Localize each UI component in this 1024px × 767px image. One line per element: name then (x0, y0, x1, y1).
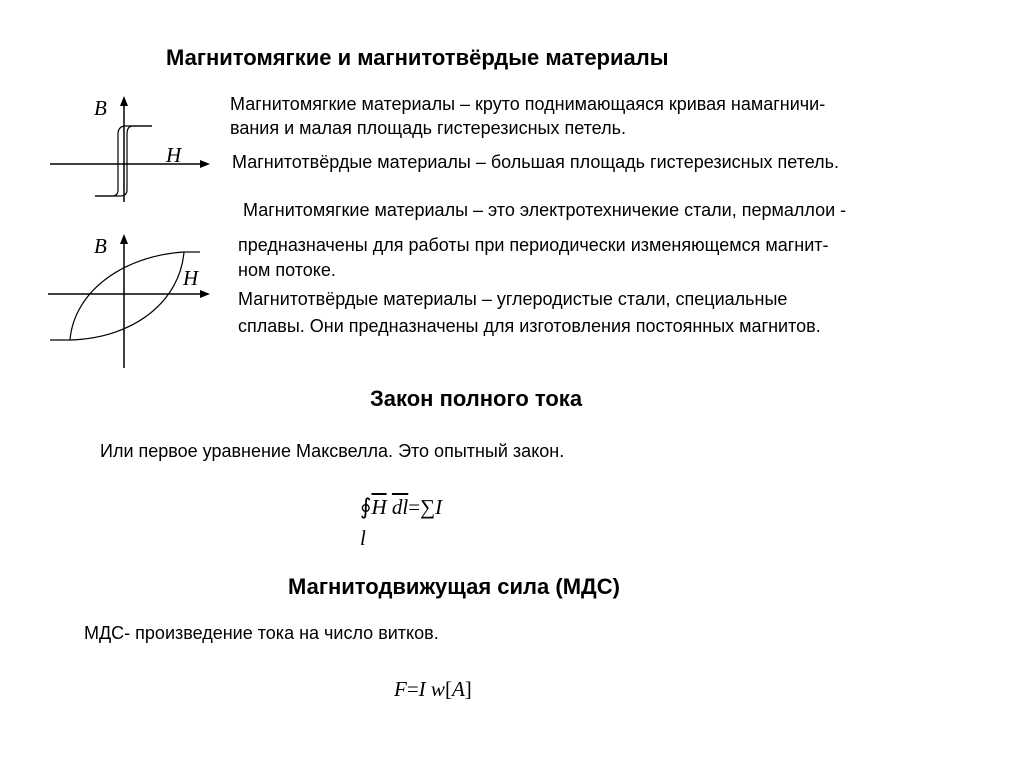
soft-examples-line2: предназначены для работы при периодически изменяющемся магнит- (238, 235, 829, 255)
hard-b-label: B (94, 234, 107, 258)
hard-h-label: H (183, 266, 199, 290)
hard-x-arrow (200, 290, 210, 298)
hard-description: Магнитотвёрдые материалы – большая площадь гистерезисных петель. (232, 152, 840, 172)
soft-b-label: B (94, 96, 107, 120)
hard-examples-line1: Магнитотвёрдые материалы – углеродистые стали, специальные (238, 289, 788, 309)
bracket-open: [ (444, 677, 452, 701)
hard-examples-line2: сплавы. Они предназначены для изготовления постоянных магнитов. (238, 316, 821, 336)
soft-examples-line1: Магнитомягкие материалы – это электротехничекие стали, пермаллои - (243, 200, 847, 220)
formula-w: w (430, 677, 445, 701)
formula-dl-vector: $\overline{dl}$ (391, 495, 409, 519)
mmf-formula (394, 677, 472, 702)
soft-y-arrow (120, 96, 128, 106)
formula-equals: = (408, 495, 421, 519)
formula-current: I (435, 495, 443, 519)
bracket-close: ] (464, 677, 472, 701)
hard-y-arrow (120, 234, 128, 244)
soft-x-arrow (200, 160, 210, 168)
integral-contour-subscript: l (360, 526, 366, 550)
hard-loop-descending (70, 252, 184, 340)
soft-examples-line3: ном потоке. (238, 260, 336, 280)
soft-hysteresis-svg (40, 92, 210, 212)
ampere-law-formula (360, 494, 442, 520)
formula-f: F (394, 677, 407, 701)
summation-symbol: ∑ (420, 495, 436, 519)
page-title: Магнитомягкие и магнитотвёрдые материалы (166, 45, 669, 70)
section-title-mmf: Магнитодвижущая сила (МДС) (288, 574, 620, 599)
soft-description-line1: Магнитомягкие материалы – круто поднимающаяся кривая намагничи- (230, 94, 826, 114)
soft-h-label: H (166, 143, 182, 167)
formula-equals-2: = (406, 677, 419, 701)
contour-integral-symbol: ∮ (360, 494, 372, 519)
formula-unit-a: A (451, 677, 465, 701)
maxwell-equation-description: Или первое уравнение Максвелла. Это опытный закон. (100, 441, 565, 461)
section-title-total-current-law: Закон полного тока (370, 386, 583, 411)
soft-description-line2: вания и малая площадь гистерезисных петель. (230, 118, 626, 138)
hard-hysteresis-svg (40, 230, 210, 370)
formula-i: I (418, 677, 426, 701)
formula-h-vector: $\overline{H}$ (371, 495, 387, 519)
mmf-description: МДС- произведение тока на число витков. (84, 623, 439, 643)
